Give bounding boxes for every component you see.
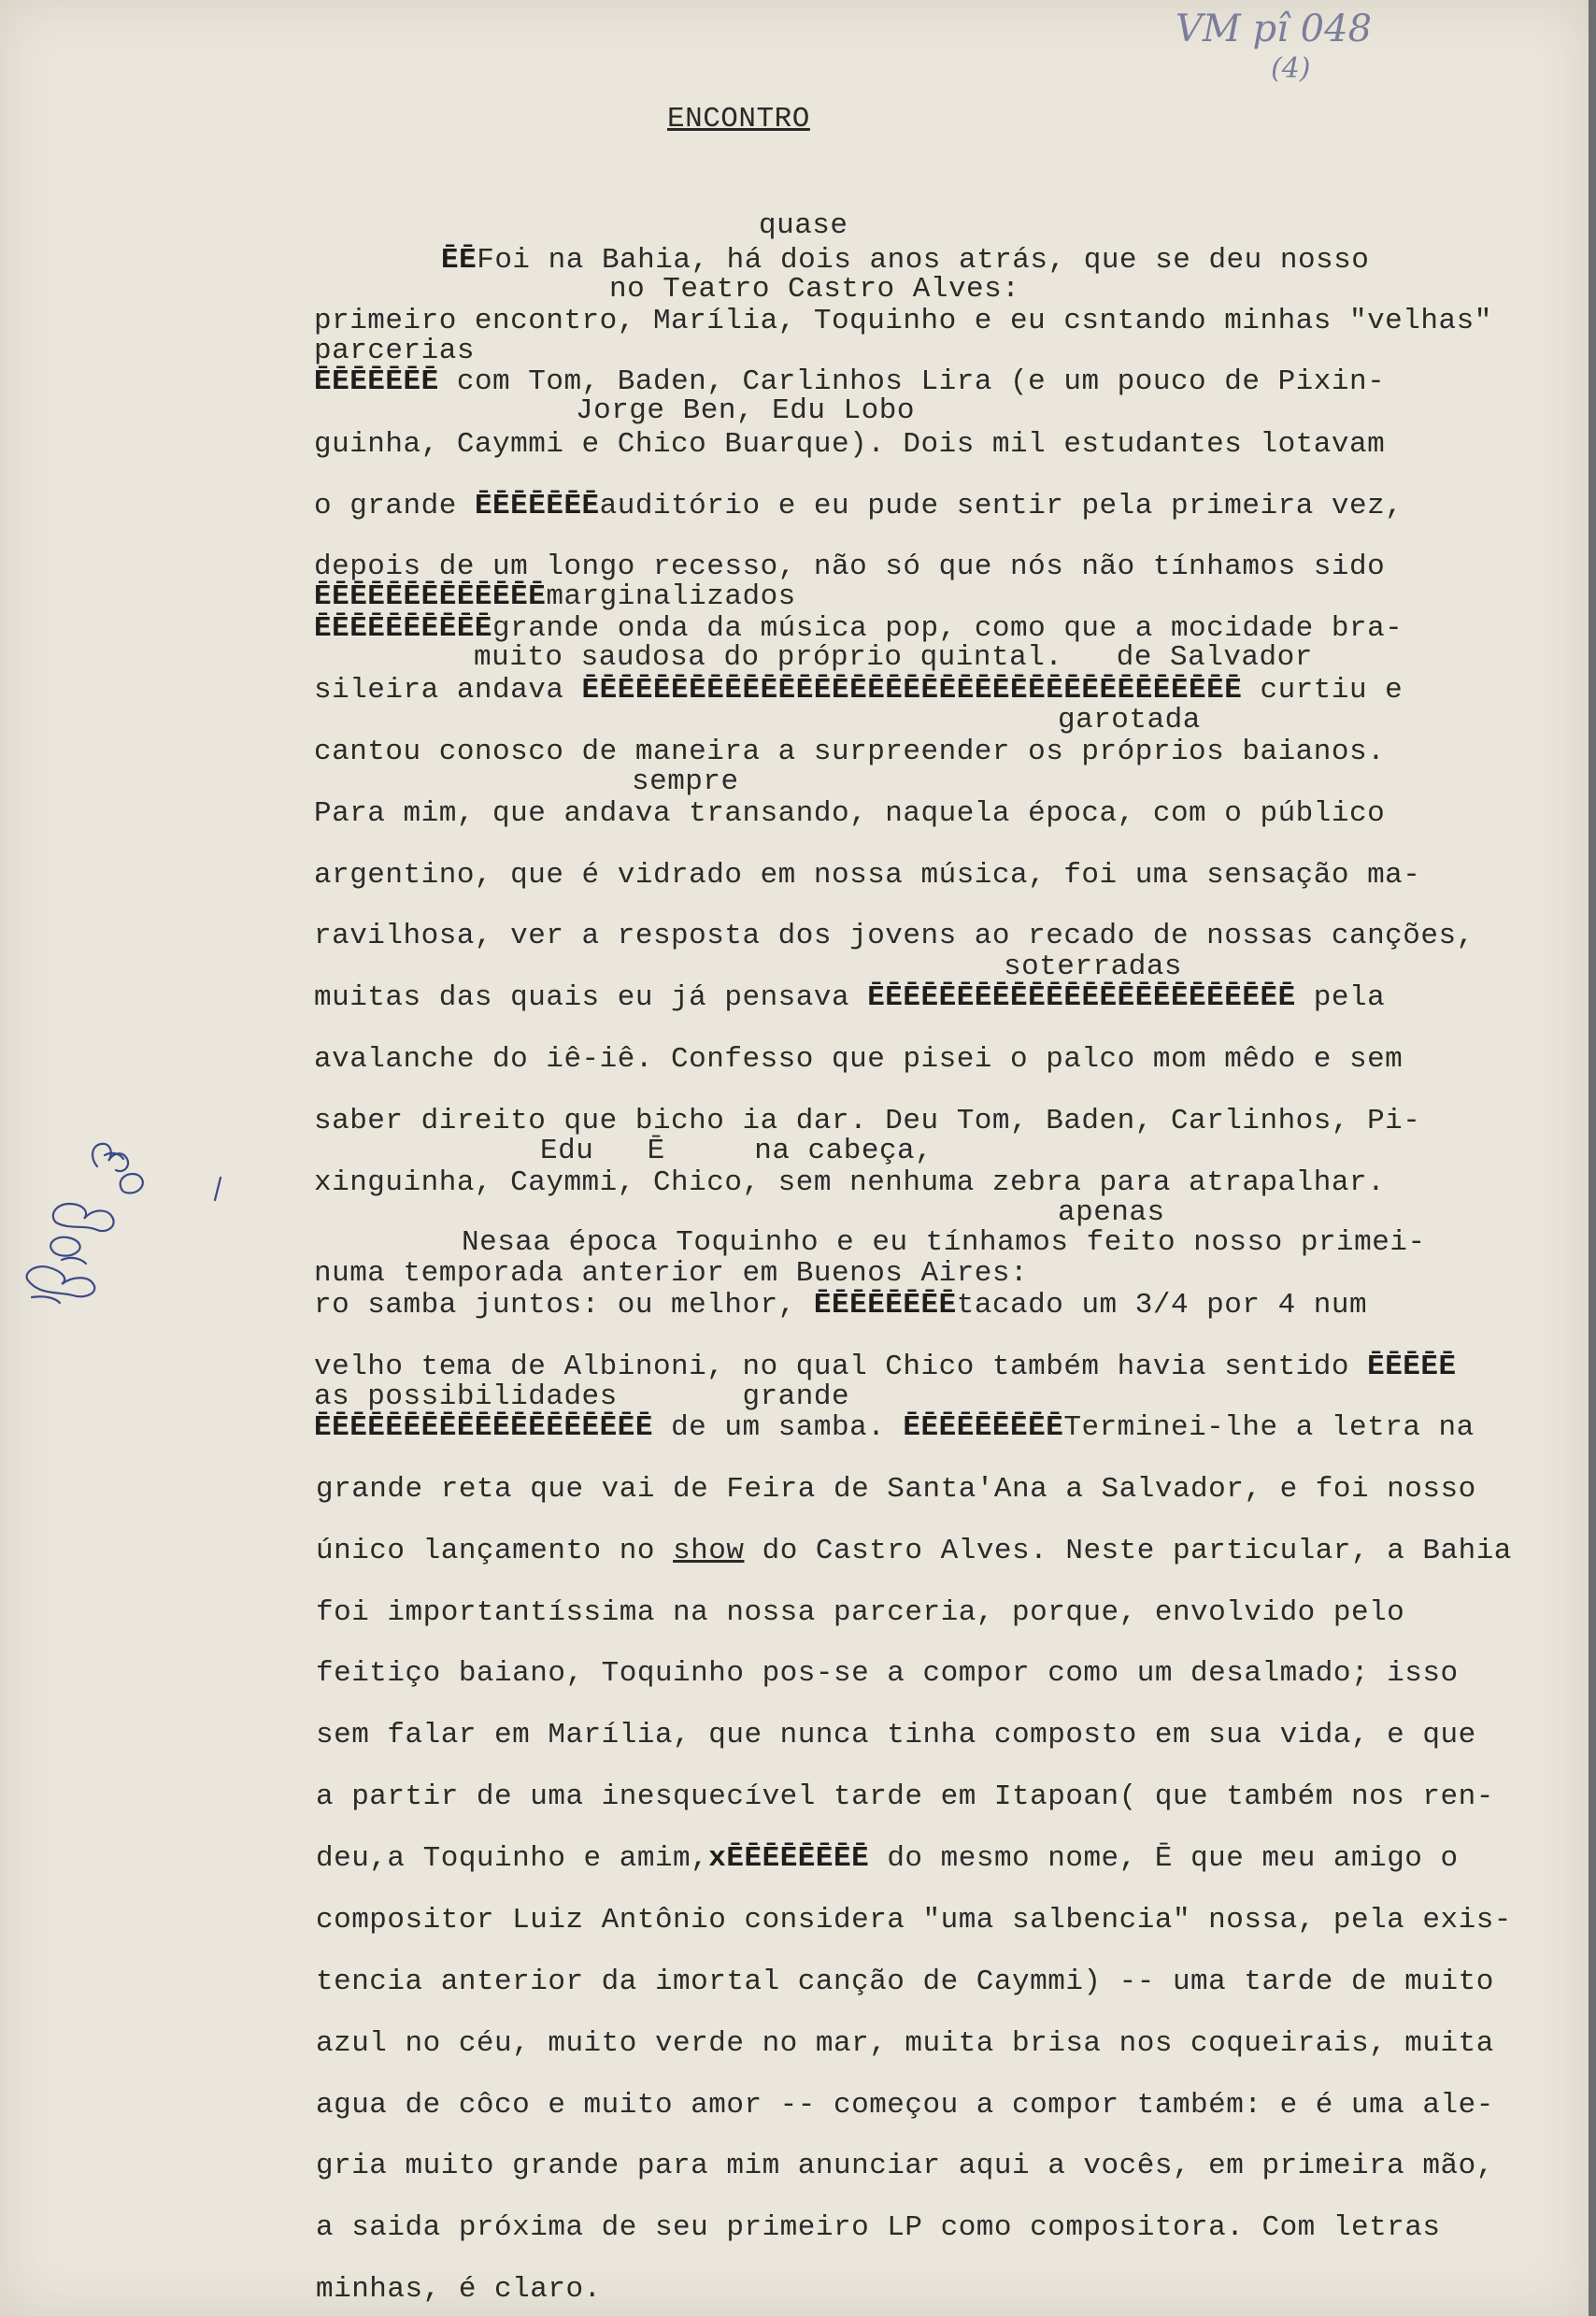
typed-line	[316, 1967, 1494, 1996]
typed-line	[1058, 706, 1201, 735]
typed-line	[314, 676, 1403, 705]
line-text: depois de um longo recesso, não só que nós não tínhamos sido	[314, 550, 1386, 583]
typed-line	[316, 2213, 1441, 2242]
line-text: o grande	[314, 490, 475, 522]
line-text: Edu Ē na cabeça,	[540, 1135, 933, 1167]
line-text: velho tema de Albinoni, no qual Chico também havia sentido	[314, 1351, 1368, 1383]
typed-line	[316, 1844, 1459, 1873]
archive-subcode-handwritten: (4)	[1271, 52, 1311, 85]
struck-out-text: ĒĒ	[441, 244, 477, 277]
line-text: Foi na Bahia, há dois anos atrás, que se deu nosso	[477, 244, 1370, 277]
line-text: ravilhosa, ver a resposta dos jovens ao recado de nossas canções,	[314, 920, 1475, 952]
typed-line	[576, 396, 915, 425]
line-text-continued: Terminei-lhe a letra na	[1063, 1411, 1475, 1444]
struck-out-text: ĒĒĒĒĒĒĒĒĒ	[903, 1411, 1064, 1444]
typed-line	[314, 336, 475, 365]
line-text-continued: marginalizados	[546, 580, 796, 613]
line-text: muitas das quais eu já pensava	[314, 981, 868, 1014]
line-text: parcerias	[314, 335, 475, 367]
line-text: Nesaa época Toquinho e eu tínhamos feito nosso primei-	[462, 1226, 1426, 1259]
typed-line	[316, 2091, 1494, 2120]
typed-line	[314, 367, 1385, 396]
typed-line	[632, 767, 739, 796]
struck-out-text: ĒĒĒĒĒĒĒĒĒĒĒĒĒ	[314, 580, 547, 613]
struck-out-text: ĒĒĒĒĒĒĒĒ	[813, 1289, 957, 1322]
line-text: apenas	[1058, 1196, 1165, 1229]
line-text: com Tom, Baden, Carlinhos Lira (e um pouco de Pixin-	[438, 365, 1386, 398]
typed-line	[314, 1291, 1367, 1320]
struck-out-text: ĒĒĒĒĒĒĒĒĒĒĒĒĒĒĒĒĒĒĒ	[314, 1411, 653, 1444]
struck-out-text: ĒĒĒĒĒ	[1367, 1351, 1457, 1383]
typed-line	[314, 1413, 1475, 1442]
line-text: quase	[759, 209, 848, 242]
underlined-word: show	[673, 1535, 745, 1567]
line-text: gria muito grande para mim anunciar aqui a vocês, em primeira mão,	[316, 2150, 1494, 2182]
line-text: Para mim, que andava transando, naquela época, com o público	[314, 797, 1386, 830]
typed-line	[316, 1598, 1404, 1627]
line-text-continued: do mesmo nome, Ē que meu amigo o	[869, 1842, 1459, 1875]
typed-line	[314, 552, 1385, 581]
typed-line	[1004, 952, 1182, 981]
typed-line	[314, 922, 1475, 951]
typed-line	[462, 1228, 1426, 1257]
struck-out-text: ĒĒĒĒĒĒĒĒĒĒĒĒĒĒĒĒĒĒĒĒĒĒĒĒĒĒĒĒĒĒĒĒĒĒĒĒĒ	[581, 674, 1243, 707]
typed-line	[316, 2275, 602, 2304]
typed-line	[314, 307, 1492, 336]
typed-line	[316, 1782, 1494, 1811]
margin-scribble	[0, 1122, 262, 1346]
line-text: muito saudosa do próprio quintal. de Salvador	[474, 641, 1313, 674]
struck-out-text: ĒĒĒĒĒĒĒ	[474, 490, 600, 522]
line-text-continued: curtiu e	[1242, 674, 1404, 707]
line-text: tencia anterior da imortal canção de Caymmi) -- uma tarde de muito	[316, 1966, 1494, 1998]
typed-line	[314, 737, 1385, 766]
line-text: no Teatro Castro Alves:	[609, 273, 1020, 306]
typed-line	[314, 1382, 849, 1411]
typed-line	[314, 799, 1385, 828]
typed-line	[314, 492, 1403, 521]
typed-line	[314, 430, 1385, 459]
line-text: as possibilidades grande	[314, 1380, 850, 1413]
line-text: foi importantíssima na nossa parceria, porque, envolvido pelo	[316, 1596, 1405, 1629]
typed-line	[316, 1659, 1459, 1688]
struck-out-text: ĒĒĒĒĒĒĒĒĒĒ	[314, 612, 493, 645]
line-text: soterradas	[1004, 951, 1183, 983]
line-text: garotada	[1058, 704, 1201, 736]
line-text: a saida próxima de seu primeiro LP como compositora. Com letras	[316, 2211, 1441, 2244]
struck-out-text: ĒĒĒĒĒĒĒĒĒĒĒĒĒĒĒĒĒĒĒĒĒĒĒĒ	[867, 981, 1296, 1014]
typed-line	[314, 1107, 1420, 1136]
line-text-continued: de um samba.	[652, 1411, 904, 1444]
line-text: xinguinha, Caymmi, Chico, sem nenhuma zebra para atrapalhar.	[314, 1166, 1386, 1199]
archive-code-handwritten: VM pî 048	[1176, 7, 1373, 50]
typed-line	[314, 983, 1385, 1012]
line-text: ro samba juntos: ou melhor,	[314, 1289, 814, 1322]
typed-line	[316, 1721, 1476, 1750]
line-text: sem falar em Marília, que nunca tinha composto em sua vida, e que	[316, 1719, 1476, 1751]
line-text: a partir de uma inesquecível tarde em Itapoan( que também nos ren-	[316, 1780, 1494, 1813]
line-text: único lançamento no	[316, 1535, 674, 1567]
line-text: saber direito que bicho ia dar. Deu Tom, Baden, Carlinhos, Pi-	[314, 1105, 1421, 1137]
line-text: compositor Luiz Antônio considera "uma salbencia" nossa, pela exis-	[316, 1904, 1512, 1937]
struck-out-text: ĒĒĒĒĒĒĒ	[314, 365, 439, 398]
line-text: argentino, que é vidrado em nossa música, foi uma sensação ma-	[314, 859, 1421, 892]
line-text: numa temporada anterior em Buenos Aires:	[314, 1257, 1029, 1290]
typed-line	[314, 582, 796, 611]
line-text: sileira andava	[314, 674, 582, 707]
line-text-continued: tacado um 3/4 por 4 num	[956, 1289, 1368, 1322]
line-text: guinha, Caymmi e Chico Buarque). Dois mil estudantes lotavam	[314, 428, 1386, 461]
line-text: azul no céu, muito verde no mar, muita brisa nos coqueirais, muita	[316, 2027, 1494, 2060]
typed-line	[314, 1168, 1385, 1197]
typed-line	[314, 1259, 1028, 1288]
typed-line	[609, 275, 1019, 304]
line-text: minhas, é claro.	[316, 2273, 602, 2306]
line-text-continued: grande onda da música pop, como que a mocidade bra-	[492, 612, 1404, 645]
line-text-continued: auditório e eu pude sentir pela primeira vez,	[599, 490, 1404, 522]
typed-line	[474, 643, 1313, 672]
line-text-continued: do Castro Alves. Neste particular, a Bahia	[744, 1535, 1512, 1567]
typed-line	[1058, 1198, 1165, 1227]
typed-line	[540, 1137, 933, 1165]
line-text: grande reta que vai de Feira de Santa'Ana a Salvador, e foi nosso	[316, 1473, 1476, 1506]
line-text: primeiro encontro, Marília, Toquinho e eu csntando minhas "velhas"	[314, 305, 1492, 337]
line-text: agua de côco e muito amor -- começou a compor também: e é uma ale-	[316, 2089, 1494, 2122]
typed-line	[441, 246, 1369, 275]
typed-line	[316, 1475, 1476, 1504]
typed-line	[314, 861, 1420, 890]
line-text: feitiço baiano, Toquinho pos-se a compor como um desalmado; isso	[316, 1657, 1459, 1690]
typed-line	[316, 1906, 1512, 1935]
line-text: deu,a Toquinho e amim,	[316, 1842, 709, 1875]
line-text: Jorge Ben, Edu Lobo	[576, 394, 915, 427]
typed-line	[314, 1045, 1403, 1074]
line-text: avalanche do iê-iê. Confesso que pisei o palco mom mêdo e sem	[314, 1043, 1404, 1076]
typed-line	[316, 2029, 1494, 2058]
document-title: ENCONTRO	[667, 103, 810, 136]
line-text: cantou conosco de maneira a surpreender os próprios baianos.	[314, 736, 1386, 768]
typed-line	[759, 211, 848, 240]
struck-out-text: xĒĒĒĒĒĒĒĒ	[708, 1842, 870, 1875]
line-text-continued: pela	[1295, 981, 1386, 1014]
typed-line	[314, 1352, 1457, 1381]
typed-line	[316, 2152, 1494, 2180]
typed-line	[314, 614, 1403, 643]
typed-line	[316, 1537, 1512, 1565]
line-text: sempre	[632, 765, 739, 798]
